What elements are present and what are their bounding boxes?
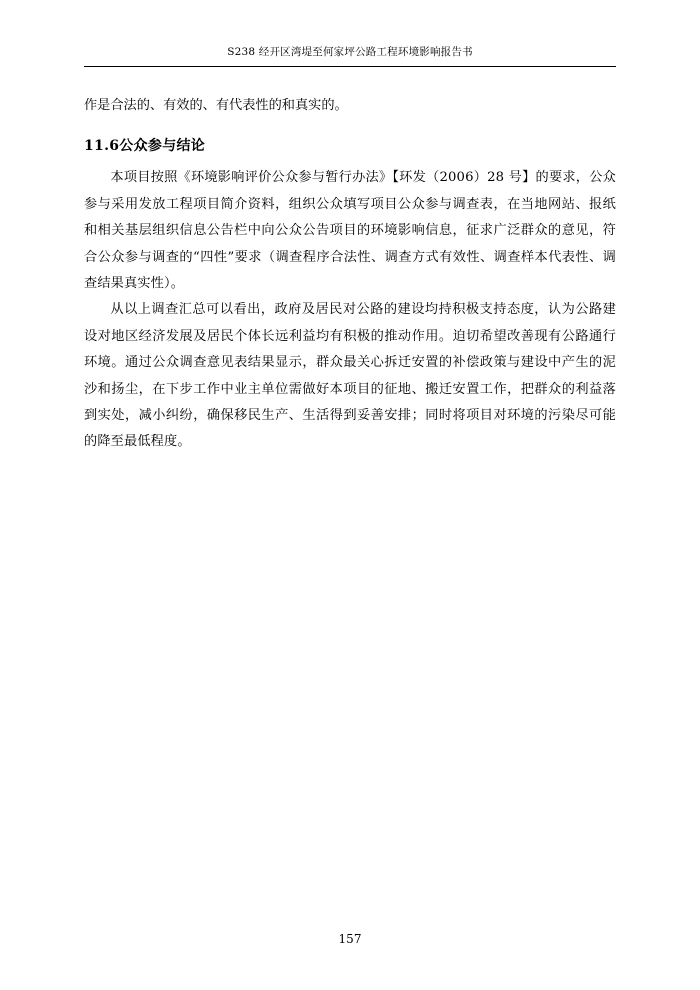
paragraph-public-participation-basis: 本项目按照《环境影响评价公众参与暂行办法》【环发（2006）28 号】的要求，公众参与采用发放工程项目简介资料，组织公众填写项目公众参与调查表，在当地网站、报纸和相关基层组织信息公告栏中向公众公告项目的环境影响信息，征求广泛群众的意见，符合公众参与调查的“四性”要求（调查程序合法性、调查方式有效性、调查样本代表性、调查结果真实性）。	[84, 170, 616, 292]
section-heading-11-6: 11.6公众参与结论	[84, 138, 206, 155]
continuation-paragraph: 作是合法的、有效的、有代表性的和真实的。	[84, 98, 348, 113]
page-header: S238 经开区湾堤至何家坪公路工程环境影响报告书	[84, 44, 616, 67]
paragraph-survey-summary: 从以上调查汇总可以看出，政府及居民对公路的建设均持积极支持态度，认为公路建设对地区经济发展及居民个体长远利益均有积极的推动作用。迫切希望改善现有公路通行环境。通过公众调查意见表结果显示，群众最关心拆迁安置的补偿政策与建设中产生的泥沙和扬尘，在下步工作中业主单位需做好本项目的征地、搬迁安置工作，把群众的利益落到实处，减小纠纷，确保移民生产、生活得到妥善安排；同时将项目对环境的污染尽可能的降至最低程度。	[84, 302, 616, 450]
page-number: 157	[338, 932, 362, 946]
